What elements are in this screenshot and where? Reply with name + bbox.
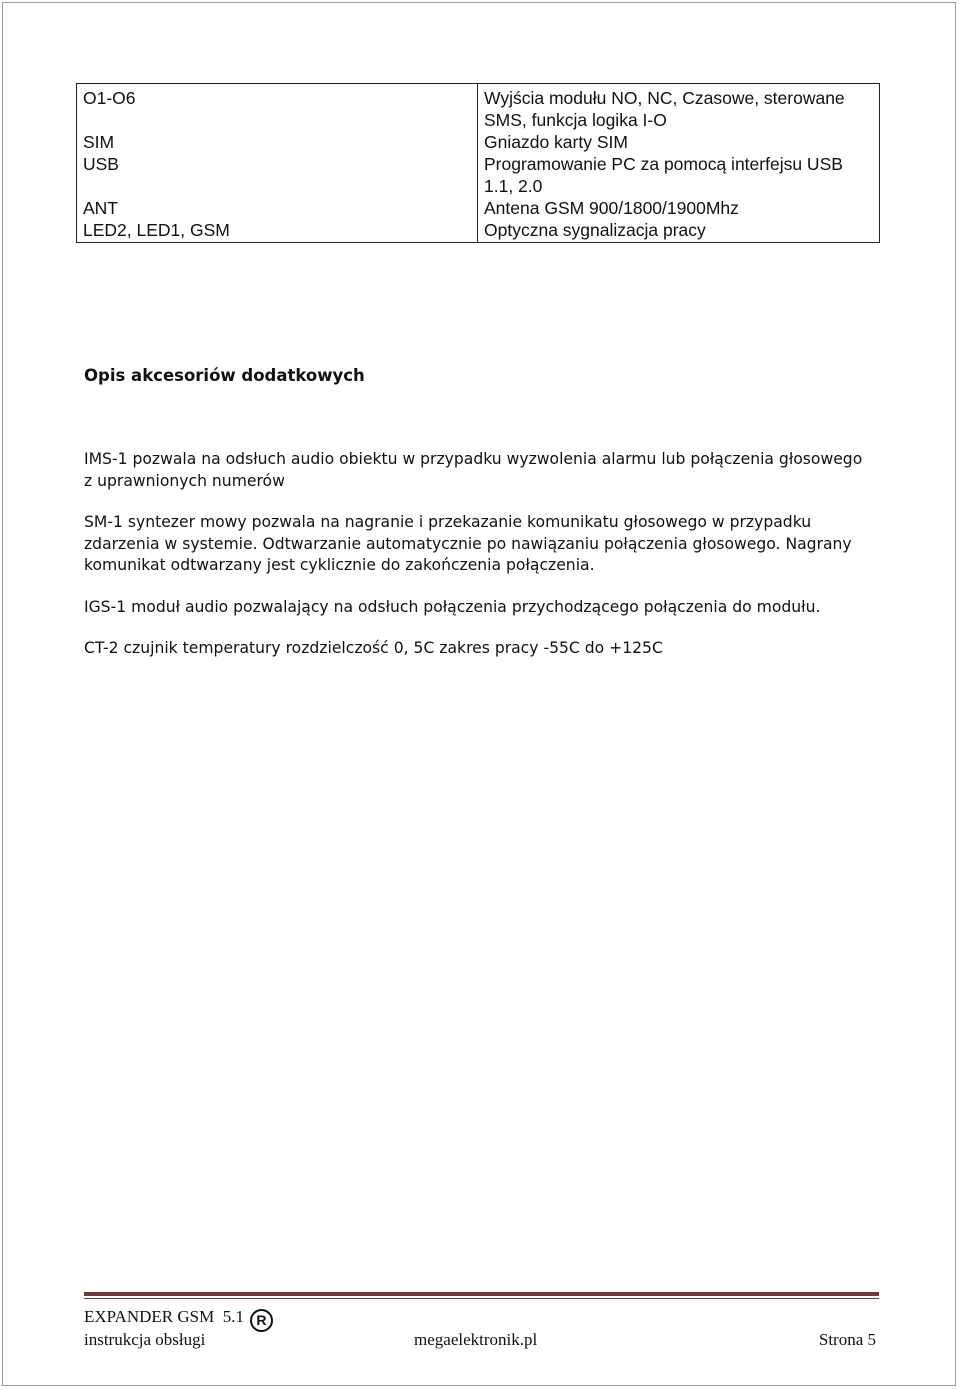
table-cell-key: USB xyxy=(77,153,478,197)
table-cell-key: O1-O6 xyxy=(77,84,478,132)
table-row xyxy=(77,219,880,243)
footer-page-number: Strona 5 xyxy=(818,1330,876,1349)
footer-product xyxy=(84,1307,273,1332)
table-cell-key: ANT xyxy=(77,197,478,219)
footer-product-name: EXPANDER GSM 5.1 xyxy=(84,1307,244,1326)
footer-rule-thin xyxy=(84,1298,879,1299)
table-cell-value: Programowanie PC za pomocą interfejsu USB 1.1, 2.0 xyxy=(478,153,880,197)
paragraph-igs-1: IGS-1 moduł audio pozwalający na odsłuch połączenia przychodzącego połączenia do modułu. xyxy=(84,597,821,616)
table-row xyxy=(77,197,880,219)
accessories-section xyxy=(84,362,874,660)
io-description-table xyxy=(76,83,880,243)
table-row xyxy=(77,131,880,153)
paragraph-ims-1: IMS-1 pozwala na odsłuch audio obiektu w przypadku wyzwolenia alarmu lub połączenia głosowego z uprawnionych numerów xyxy=(84,450,863,490)
paragraph-sm-1: SM-1 syntezer mowy pozwala na nagranie i przekazanie komunikatu głosowego w przypadku zdarzenia w systemie. Odtwarzanie automatycznie po nawiązaniu połączenia głosowego. Nagrany komunikat odtwarzany jest cyklicznie do zakończenia połączenia. xyxy=(84,513,852,574)
table-row xyxy=(77,153,880,197)
table-cell-key: SIM xyxy=(77,131,478,153)
table-row xyxy=(77,84,880,132)
section-heading: Opis akcesoriów dodatkowych xyxy=(84,366,365,385)
table-cell-key: LED2, LED1, GSM xyxy=(77,219,478,243)
footer-rule xyxy=(84,1292,879,1296)
table-cell-value: Antena GSM 900/1800/1900Mhz xyxy=(478,197,880,219)
footer-manual-label: instrukcja obsługi xyxy=(84,1330,206,1349)
paragraph-ct-2: CT-2 czujnik temperatury rozdzielczość 0, 5C zakres pracy -55C do +125C xyxy=(84,639,663,657)
table-cell-value: Wyjścia modułu NO, NC, Czasowe, sterowane SMS, funkcja logika I-O xyxy=(478,84,880,132)
footer-website: megaelektronik.pl xyxy=(414,1330,538,1349)
table-cell-value: Optyczna sygnalizacja pracy xyxy=(478,219,880,243)
table-cell-value: Gniazdo karty SIM xyxy=(478,131,880,153)
registered-trademark-icon: R xyxy=(250,1309,273,1332)
